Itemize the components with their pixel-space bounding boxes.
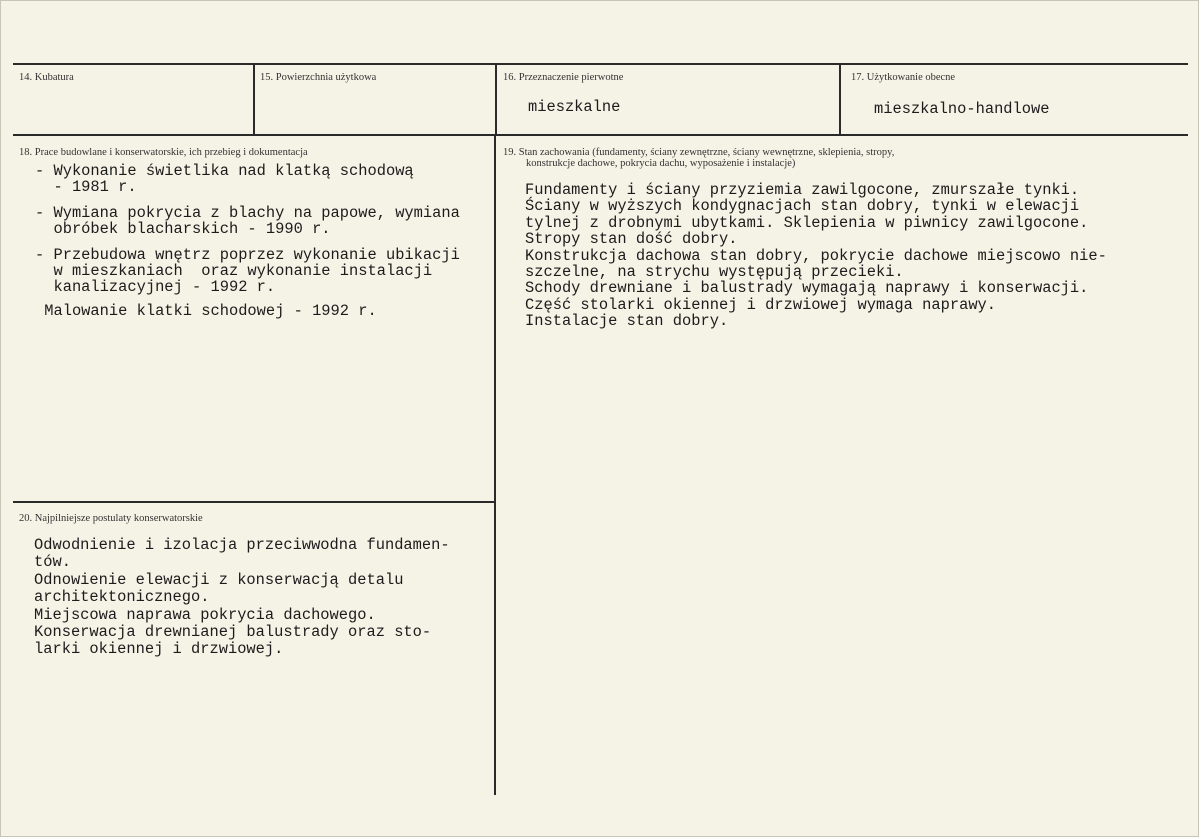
column-divider xyxy=(839,64,841,135)
text-line: Ściany w wyższych kondygnacjach stan dobry, tynki w elewacji xyxy=(525,197,1080,216)
column-divider xyxy=(495,64,497,135)
row-divider xyxy=(13,134,1188,136)
text-line: tylnej z drobnymi ubytkami. Sklepienia w piwnicy zawilgocone. xyxy=(525,213,1089,232)
text-line: larki okiennej i drzwiowej. xyxy=(34,640,284,659)
field-19-label-cont: konstrukcje dachowe, pokrycia dachu, wyposażenie i instalacje) xyxy=(526,158,796,169)
text-line: Instalacje stan dobry. xyxy=(525,312,729,331)
field-20-text xyxy=(34,537,450,659)
field-19-text xyxy=(525,182,1107,330)
text-line: obróbek blacharskich - 1990 r. xyxy=(35,220,331,239)
text-line: architektonicznego. xyxy=(34,588,210,607)
text-line: Odwodnienie i izolacja przeciwwodna fundamen- xyxy=(34,536,450,554)
text-line: Część stolarki okiennej i drzwiowej wymaga naprawy. xyxy=(525,295,997,314)
section-divider xyxy=(13,501,494,503)
field-17-label: 17. Użytkowanie obecne xyxy=(851,72,956,83)
text-line: w mieszkaniach oraz wykonanie instalacji xyxy=(35,262,433,281)
field-20-label: 20. Najpilniejsze postulaty konserwatorskie xyxy=(19,513,203,524)
text-line: Malowanie klatki schodowej - 1992 r. xyxy=(35,301,377,320)
top-rule xyxy=(13,63,1188,65)
text-line: Odnowienie elewacji z konserwacją detalu xyxy=(34,570,404,589)
text-line: tów. xyxy=(34,553,71,572)
text-line: - 1981 r. xyxy=(35,178,137,197)
text-line: szczelne, na strychu występują przecieki. xyxy=(525,263,904,282)
text-line: Konstrukcja dachowa stan dobry, pokrycie dachowe miejscowo nie- xyxy=(525,246,1107,265)
text-line: - Wymiana pokrycia z blachy na papowe, wymiana xyxy=(35,203,460,222)
text-line: Fundamenty i ściany przyziemia zawilgocone, zmurszałe tynki. xyxy=(525,181,1080,199)
field-19-label: 19. Stan zachowania (fundamenty, ściany zewnętrzne, ściany wewnętrzne, sklepienia, stropy, xyxy=(503,147,895,158)
field-16-label: 16. Przeznaczenie pierwotne xyxy=(503,72,624,83)
text-line: - Wykonanie świetlika nad klatką schodową xyxy=(35,162,414,180)
text-line: Stropy stan dość dobry. xyxy=(525,230,738,249)
field-14-label: 14. Kubatura xyxy=(19,72,74,83)
field-18-label: 18. Prace budowlane i konserwatorskie, ich przebieg i dokumentacja xyxy=(19,147,308,158)
field-17-value: mieszkalno-handlowe xyxy=(874,100,1050,118)
text-line: Miejscowa naprawa pokrycia dachowego. xyxy=(34,605,376,624)
text-line: kanalizacyjnej - 1992 r. xyxy=(35,278,276,297)
text-line: Schody drewniane i balustrady wymagają naprawy i konserwacji. xyxy=(525,279,1089,298)
column-divider xyxy=(494,135,496,795)
field-16-value: mieszkalne xyxy=(528,98,621,116)
text-line: Konserwacja drewnianej balustrady oraz sto- xyxy=(34,623,432,642)
field-18-text xyxy=(35,163,460,319)
field-15-label: 15. Powierzchnia użytkowa xyxy=(260,72,377,83)
column-divider xyxy=(253,64,255,135)
text-line: - Przebudowa wnętrz poprzez wykonanie ubikacji xyxy=(35,245,460,264)
